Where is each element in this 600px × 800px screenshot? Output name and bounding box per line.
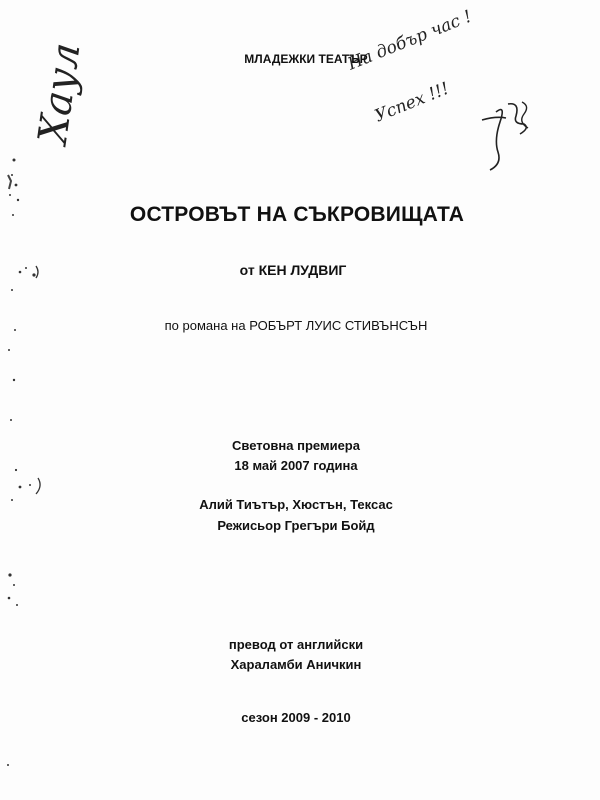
premiere-venue: Алий Тиътър, Хюстън, Тексас bbox=[199, 497, 393, 512]
handwritten-note-line-1: На добър час ! bbox=[345, 6, 475, 75]
translator-name: Хараламби Аничкин bbox=[230, 657, 362, 672]
translation-label: превод от английски bbox=[228, 637, 364, 652]
handwritten-note-left: Хаул bbox=[30, 39, 90, 147]
play-title: ОСТРОВЪТ НА СЪКРОВИЩАТА bbox=[129, 203, 465, 226]
handwritten-note-line-2: Успех !!! bbox=[372, 78, 453, 127]
signature bbox=[478, 92, 538, 182]
author-prefix: от bbox=[239, 262, 255, 278]
season-line: сезон 2009 - 2010 bbox=[241, 710, 351, 725]
premiere-label: Световна премиера bbox=[232, 438, 360, 453]
premiere-date: 18 май 2007 година bbox=[234, 458, 358, 473]
novel-line bbox=[0, 318, 596, 333]
author-name: КЕН ЛУДВИГ bbox=[258, 262, 347, 278]
novel-author: РОБЪРТ ЛУИС СТИВЪНСЪН bbox=[249, 318, 428, 333]
theatre-name: МЛАДЕЖКИ ТЕАТЪР bbox=[244, 52, 368, 66]
director-line: Режисьор Грегъри Бойд bbox=[217, 518, 375, 533]
author-line bbox=[0, 262, 593, 278]
novel-prefix: по романа на bbox=[164, 318, 246, 333]
